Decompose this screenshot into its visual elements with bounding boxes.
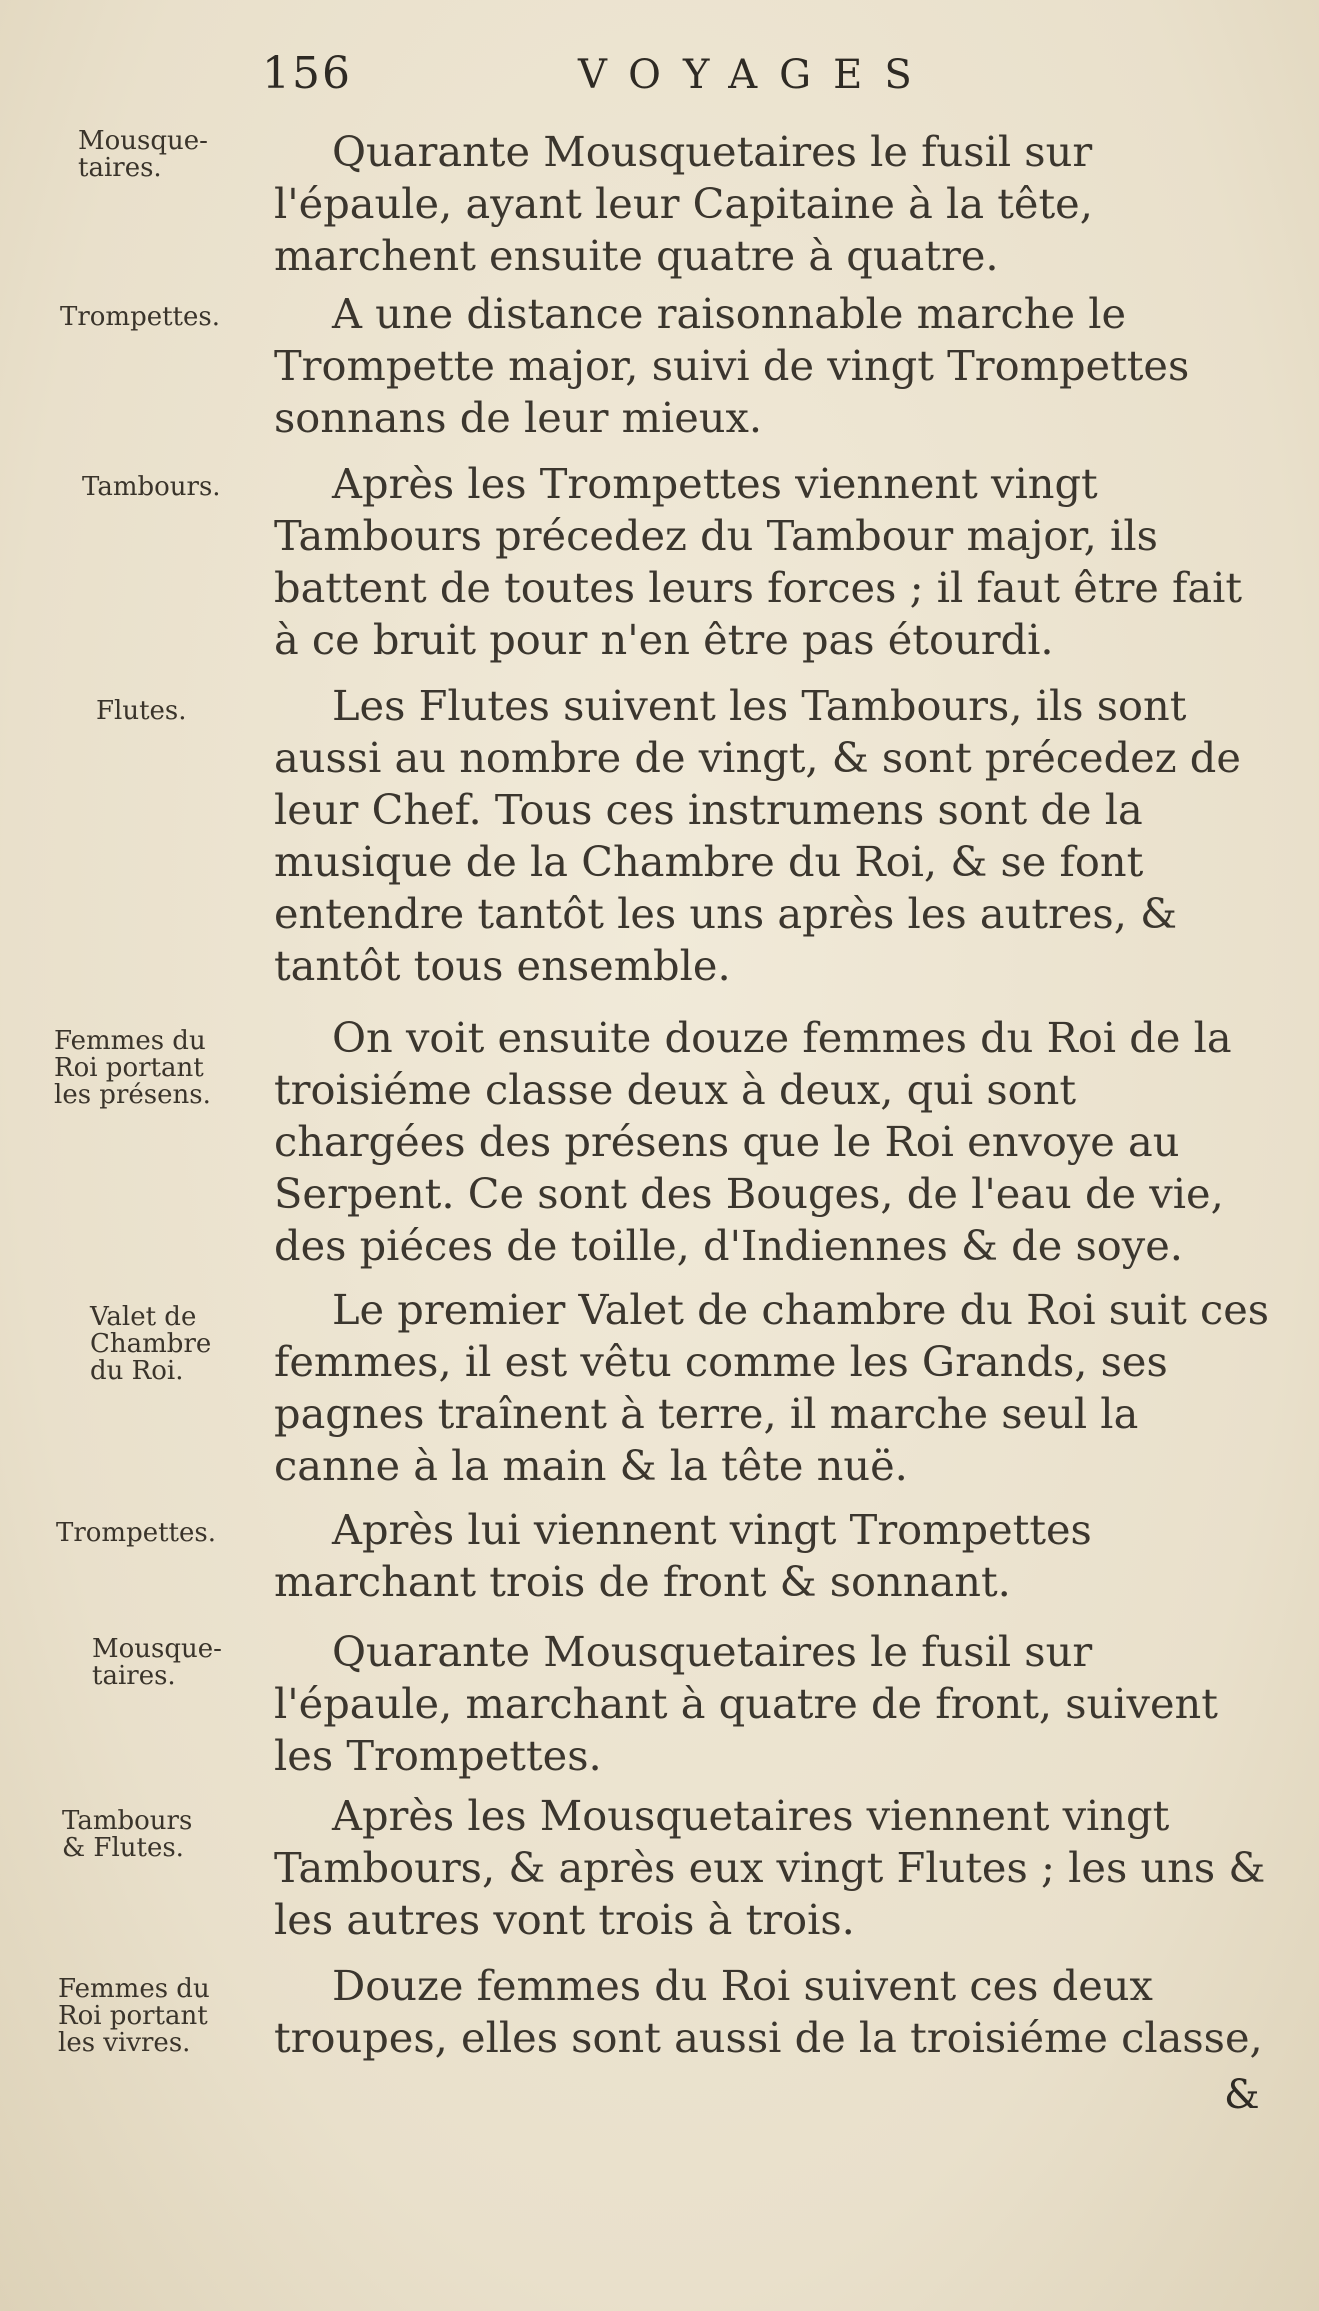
margin-note: Flutes. [96, 696, 187, 726]
paragraph: Douze femmes du Roi suivent ces deux troupes, elles sont aussi de la troisiéme classe, [274, 1961, 1263, 2062]
margin-note: Tambours & Flutes. [62, 1806, 193, 1863]
paragraph: Après les Mousquetaires viennent vingt Tambours, & après eux vingt Flutes ; les uns & les autres vont trois à trois. [274, 1791, 1266, 1944]
page-number: 156 [262, 48, 352, 99]
paragraph: Quarante Mousquetaires le fusil sur l'épaule, ayant leur Capitaine à la tête, marchent ensuite quatre à quatre. [274, 127, 1093, 280]
catchword: & [1224, 2072, 1260, 2118]
margin-note: Femmes du Roi portant les vivres. [58, 1974, 210, 2058]
margin-note: Femmes du Roi portant les présens. [54, 1026, 211, 1110]
paragraph: Après lui viennent vingt Trompettes marchant trois de front & sonnant. [274, 1505, 1092, 1606]
paragraph: A une distance raisonnable marche le Trompette major, suivi de vingt Trompettes sonnans de leur mieux. [274, 289, 1190, 442]
margin-note: Tambours. [82, 472, 221, 502]
margin-note: Trompettes. [60, 302, 220, 332]
paragraph: Les Flutes suivent les Tambours, ils sont aussi au nombre de vingt, & sont précedez de leur Chef. Tous ces instrumens sont de la musique de la Chambre du Roi, & se font entendre tantôt les uns après les autres, & tantôt tous ensemble. [274, 681, 1241, 990]
paragraph: On voit ensuite douze femmes du Roi de la troisiéme classe deux à deux, qui sont chargées des présens que le Roi envoye au Serpent. Ce sont des Bouges, de l'eau de vie, des piéces de toille, d'Indiennes & de soye. [274, 1013, 1232, 1270]
paragraph: Après les Trompettes viennent vingt Tambours précedez du Tambour major, ils battent de toutes leurs forces ; il faut être fait à ce bruit pour n'en être pas étourdi. [274, 459, 1243, 664]
paragraph: Quarante Mousquetaires le fusil sur l'épaule, marchant à quatre de front, suivent les Trompettes. [274, 1627, 1218, 1780]
margin-note: Valet de Chambre du Roi. [90, 1302, 212, 1386]
page-header [0, 48, 1319, 108]
margin-note: Trompettes. [56, 1518, 216, 1548]
running-head: VOYAGES [578, 52, 934, 98]
margin-note: Mousque- taires. [92, 1634, 222, 1691]
paragraph: Le premier Valet de chambre du Roi suit ces femmes, il est vêtu comme les Grands, ses pagnes traînent à terre, il marche seul la canne à la main & la tête nuë. [274, 1285, 1270, 1490]
margin-note: Mousque- taires. [78, 126, 208, 183]
